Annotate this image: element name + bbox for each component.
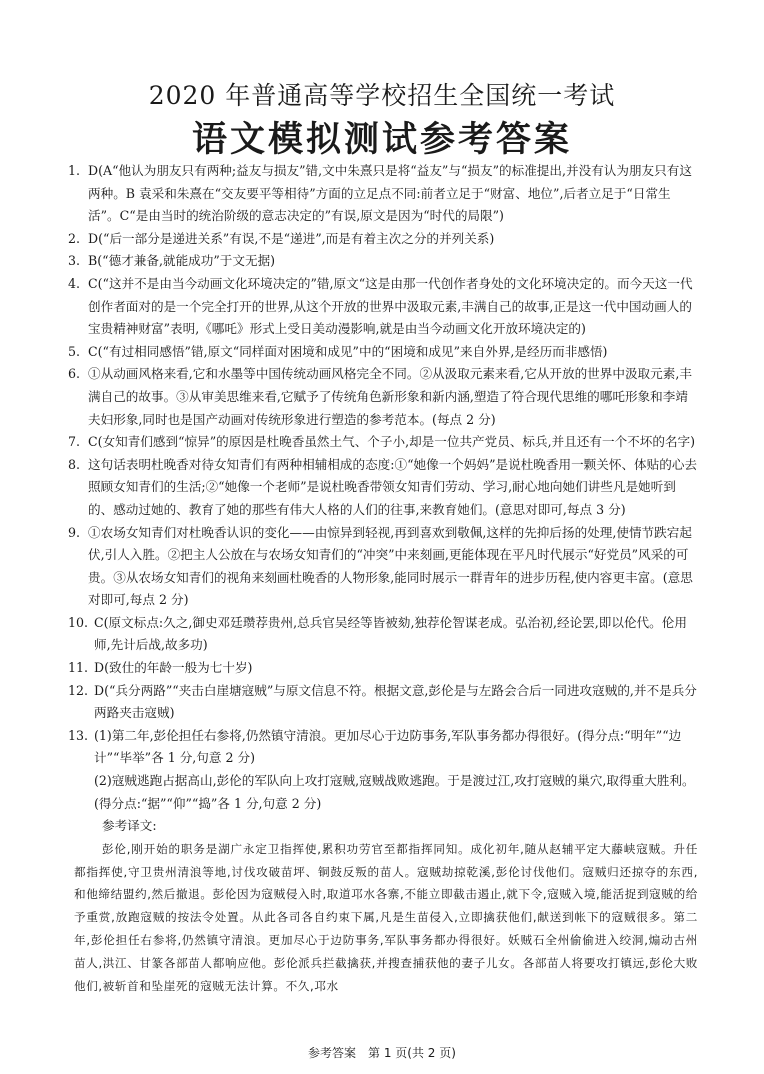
answer-number: 13. (68, 727, 89, 743)
answer-item (68, 160, 698, 228)
answer-item (68, 250, 698, 273)
page-footer: 参考答案 第 1 页(共 2 页) (308, 1046, 456, 1060)
answer-text: 这句话表明杜晚香对待女知青们有两种相辅相成的态度:①“她像一个妈妈”是说杜晚香用一颗关怀、体贴的心去照顾女知青们的生活;②“她像一个老师”是说杜晚香带领女知青们劳动、学习,耐心地向她们讲些凡是她听到的、感动过她的、教育了她的那些有伟大人格的人们的往事,来教育她们。(意思对即可,每点 3 分) (88, 456, 698, 517)
answer-item (68, 680, 698, 725)
answer-body (68, 160, 698, 997)
answer-item (68, 725, 698, 770)
answer-item (68, 522, 698, 612)
answer-text: ①从动画风格来看,它和水墨等中国传统动画风格完全不同。②从汲取元素来看,它从开放的世界中汲取元素,丰满自己的故事。③从审美思维来看,它赋予了传统角色新形象和新内涵,塑造了符合现代思维的哪吒形象和李靖夫妇形象,同时也是国产动画对传统形象进行塑造的参考范本。(每点 2 分) (88, 366, 692, 427)
answer-text: D(“后一部分是递进关系”有误,不是“递进”,而是有着主次之分的并列关系) (88, 230, 495, 246)
exam-title: 2020 年普通高等学校招生全国统一考试 (148, 81, 616, 110)
answer-text: D(“兵分两路”“夹击白崖塘寇贼”与原文信息不符。根据文意,彭伦是与左路会合后一同进攻寇贼的,并不是兵分两路夹击寇贼) (94, 682, 697, 721)
answer-subitem: (2)寇贼逃跑占据高山,彭伦的军队向上攻打寇贼,寇贼战败逃跑。于是渡过江,攻打寇贼的巢穴,取得重大胜利。(得分点:“据”“仰”“捣”各 1 分,句意 2 分) (94, 773, 695, 811)
answer-text: (1)第二年,彭伦担任右参将,仍然镇守清浪。更加尽心于边防事务,军队事务都办得很好。(得分点:“明年”“边计”“毕举”各 1 分,句意 2 分) (94, 727, 682, 766)
answer-number: 10. (68, 614, 89, 630)
answer-text: C(女知青们感到“惊异”的原因是杜晚香虽然土气、个子小,却是一位共产党员、标兵,并且还有一个不坏的名字) (88, 434, 696, 450)
answer-item (68, 612, 698, 657)
answer-number: 12. (68, 682, 89, 698)
answer-text: C(“这并不是由当今动画文化环境决定的”错,原文“这是由那一代创作者身处的文化环境决定的。而今天这一代创作者面对的是一个完全打开的世界,从这个开放的世界中汲取元素,丰满自己的故事,正是这一代中国动画人的宝贵精神财富”表明,《哪吒》形式上受日美动漫影响,就是由当今动画文化开放环境决定的) (88, 275, 693, 337)
reference-translation-label: 参考译文: (102, 818, 157, 834)
answer-number: 5. (68, 343, 81, 359)
answer-item (68, 273, 698, 341)
answer-number: 6. (68, 366, 81, 382)
answer-item (68, 657, 698, 680)
answer-item (68, 431, 698, 454)
answer-number: 9. (68, 524, 81, 540)
answer-item (68, 341, 698, 364)
answer-number: 2. (68, 230, 81, 246)
answer-item (68, 363, 698, 431)
answer-key-title: 语文模拟测试参考答案 (191, 119, 572, 160)
answer-number: 3. (68, 253, 81, 269)
answer-text: B(“德才兼备,就能成功”于文无据) (88, 253, 276, 269)
answer-item (68, 228, 698, 251)
answer-item (68, 454, 698, 522)
answer-text: D(致仕的年龄一般为七十岁) (94, 660, 253, 676)
answer-text: C(原文标点:久之,御史邓廷瓒荐贵州,总兵官吴经等皆被劾,独荐伦智谋老成。弘治初,经论罢,即以伦代。伦用师,先计后战,故多功) (94, 614, 687, 653)
answer-number: 1. (68, 163, 81, 178)
answer-number: 8. (68, 456, 81, 472)
answer-text: C(“有过相同感悟”错,原文“同样面对困境和成见”中的“困境和成见”来自外界,是经历而非感悟) (88, 343, 608, 359)
answer-number: 4. (68, 275, 81, 291)
answer-text: ①农场女知青们对杜晚香认识的变化——由惊异到轻视,再到喜欢到敬佩,这样的先抑后扬的处理,使情节跌宕起伏,引人入胜。②把主人公放在与农场女知青们的“冲突”中来刻画,更能体现在平凡时代展示“好党员”风采的可贵。③从农场女知青们的视角来刻画杜晚香的人物形象,能同时展示一群青年的进步历程,使内容更丰富。(意思对即可,每点 2 分) (88, 524, 693, 608)
answer-text: D(A“他认为朋友只有两种;益友与损友”错,文中朱熹只是将“益友”与“损友”的标准提出,并没有认为朋友只有这两种。B 袁采和朱熹在“交友要平等相待”方面的立足点不同:前者立足于“财富、地位”,后者立足于“日常生活”。C“是由当时的统治阶级的意志决定的”有误,原文是因为“时代的局限”) (88, 163, 692, 224)
answer-number: 11. (68, 660, 89, 676)
answer-number: 7. (68, 434, 81, 450)
reference-translation-text: 彭伦,刚开始的职务是湖广永定卫指挥使,累积功劳官至都指挥同知。成化初年,随从赵辅平定大藤峡寇贼。升任都指挥使,守卫贵州清浪等地,讨伐攻破苗坪、铜鼓反叛的苗人。寇贼劫掠乾溪,彭伦讨伐他们。寇贼归还掠夺的东西,和他缔结盟约,然后撤退。彭伦因为寇贼侵入时,取道邛水各寨,不能立即截击遏止,就下令,寇贼入境,能活捉到寇贼的给予重赏,放跑寇贼的按法令处置。从此各司各自约束下属,凡是生苗侵入,立即擒获他们,献送到帐下的寇贼很多。第二年,彭伦担任右参将,仍然镇守清浪。更加尽心于边防事务,军队事务都办得很好。妖贼石全州偷偷进入绞洞,煽动古州苗人,洪江、甘篆各部苗人都响应他。彭伦派兵拦截擒获,并搜查捕获他的妻子儿女。各部苗人将要攻打镇远,彭伦大败他们,被斩首和坠崖死的寇贼无法计算。不久,邛水 (74, 841, 698, 993)
